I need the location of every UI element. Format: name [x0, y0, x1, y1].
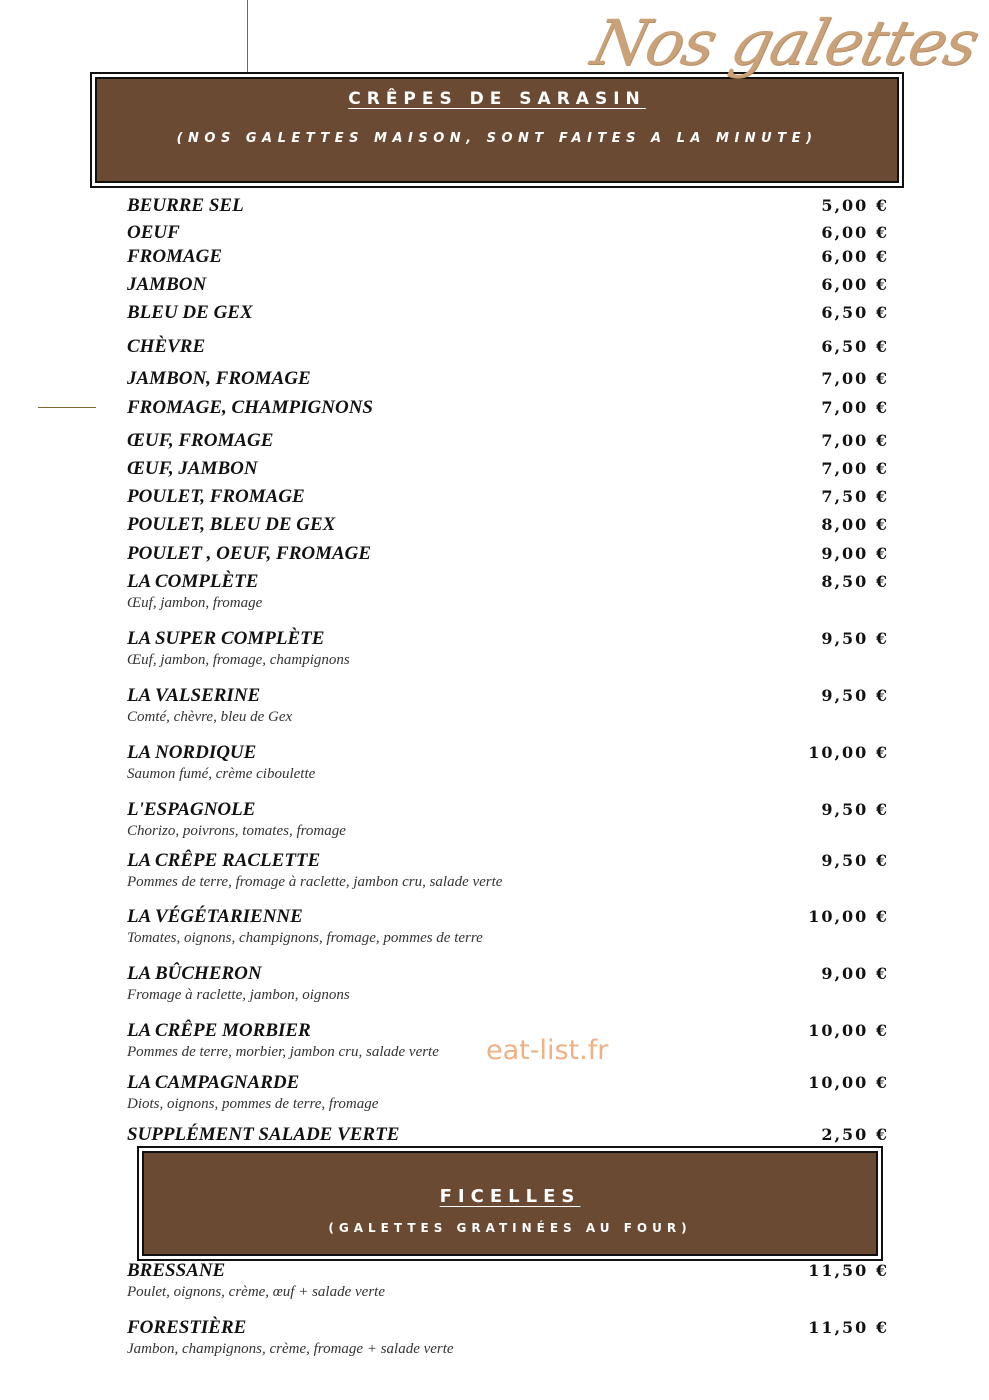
item-name: ŒUF, JAMBON: [127, 458, 258, 479]
item-description: Chorizo, poivrons, tomates, fromage: [127, 823, 346, 839]
item-description: Pommes de terre, morbier, jambon cru, salade verte: [127, 1044, 439, 1060]
item-name: ŒUF, FROMAGE: [127, 430, 274, 451]
item-name: LA SUPER COMPLÈTE: [127, 628, 325, 649]
item-description: Pommes de terre, fromage à raclette, jambon cru, salade verte: [127, 874, 503, 890]
item-description: Poulet, oignons, crème, œuf + salade verte: [127, 1284, 385, 1300]
watermark: eat-list.fr: [486, 1035, 609, 1066]
item-price: 7,00 €: [821, 398, 889, 417]
item-price: 2,50 €: [821, 1125, 889, 1144]
item-price: 6,00 €: [821, 275, 889, 294]
item-name: LA CRÊPE RACLETTE: [127, 850, 321, 871]
item-price: 7,50 €: [821, 487, 889, 506]
item-name: SUPPLÉMENT SALADE VERTE: [127, 1124, 400, 1145]
item-name: BRESSANE: [127, 1260, 226, 1281]
item-price: 9,50 €: [821, 851, 889, 870]
section-banner-crepes: [95, 77, 899, 183]
item-name: BEURRE SEL: [127, 195, 244, 216]
item-name: BLEU DE GEX: [127, 302, 253, 323]
item-name: FROMAGE, CHAMPIGNONS: [127, 397, 373, 418]
item-price: 10,00 €: [808, 907, 889, 926]
item-name: LA VÉGÉTARIENNE: [127, 906, 303, 927]
item-price: 7,00 €: [821, 459, 889, 478]
page-script-title: Nos galettes: [585, 6, 987, 79]
item-name: LA BÛCHERON: [127, 963, 262, 984]
item-name: CHÈVRE: [127, 336, 206, 357]
item-price: 9,50 €: [821, 629, 889, 648]
section-subtitle: (NOS GALETTES MAISON, SONT FAITES A LA MINUTE): [176, 131, 818, 146]
item-price: 9,50 €: [821, 800, 889, 819]
item-price: 10,00 €: [808, 743, 889, 762]
item-description: Œuf, jambon, fromage, champignons: [127, 652, 350, 668]
item-name: JAMBON: [127, 274, 207, 295]
item-description: Œuf, jambon, fromage: [127, 595, 263, 611]
item-name: POULET, BLEU DE GEX: [127, 514, 336, 535]
section-title: CRÊPES DE SARASIN: [348, 89, 646, 109]
item-price: 8,50 €: [821, 572, 889, 591]
section-subtitle: (GALETTES GRATINÉES AU FOUR): [328, 1221, 692, 1235]
item-name: L'ESPAGNOLE: [127, 799, 256, 820]
item-price: 6,50 €: [821, 337, 889, 356]
item-name: LA COMPLÈTE: [127, 571, 259, 592]
item-price: 7,00 €: [821, 431, 889, 450]
item-name: POULET , OEUF, FROMAGE: [127, 543, 372, 564]
item-price: 5,00 €: [821, 196, 889, 215]
item-price: 10,00 €: [808, 1073, 889, 1092]
item-price: 8,00 €: [821, 515, 889, 534]
item-price: 9,00 €: [821, 544, 889, 563]
item-price: 10,00 €: [808, 1021, 889, 1040]
item-price: 6,50 €: [821, 303, 889, 322]
item-name: FROMAGE: [127, 246, 223, 267]
item-price: 9,50 €: [821, 686, 889, 705]
item-price: 11,50 €: [808, 1261, 889, 1280]
section-title: FICELLES: [439, 1186, 581, 1207]
item-name: LA NORDIQUE: [127, 742, 257, 763]
item-name: LA VALSERINE: [127, 685, 261, 706]
item-name: POULET, FROMAGE: [127, 486, 305, 507]
item-description: Fromage à raclette, jambon, oignons: [127, 987, 350, 1003]
decorative-horizontal-line: [38, 407, 96, 408]
item-description: Tomates, oignons, champignons, fromage, pommes de terre: [127, 930, 483, 946]
item-description: Jambon, champignons, crème, fromage + salade verte: [127, 1341, 454, 1357]
item-price: 6,00 €: [821, 247, 889, 266]
item-name: LA CAMPAGNARDE: [127, 1072, 300, 1093]
item-description: Comté, chèvre, bleu de Gex: [127, 709, 293, 725]
item-name: JAMBON, FROMAGE: [127, 368, 311, 389]
item-price: 6,00 €: [821, 223, 889, 242]
section-banner-ficelles: [142, 1151, 878, 1256]
item-name: LA CRÊPE MORBIER: [127, 1020, 311, 1041]
decorative-vertical-line: [247, 0, 248, 74]
item-description: Diots, oignons, pommes de terre, fromage: [127, 1096, 379, 1112]
item-name: FORESTIÈRE: [127, 1317, 247, 1338]
item-name: OEUF: [127, 222, 180, 243]
item-price: 7,00 €: [821, 369, 889, 388]
item-description: Saumon fumé, crème ciboulette: [127, 766, 316, 782]
item-price: 9,00 €: [821, 964, 889, 983]
item-price: 11,50 €: [808, 1318, 889, 1337]
